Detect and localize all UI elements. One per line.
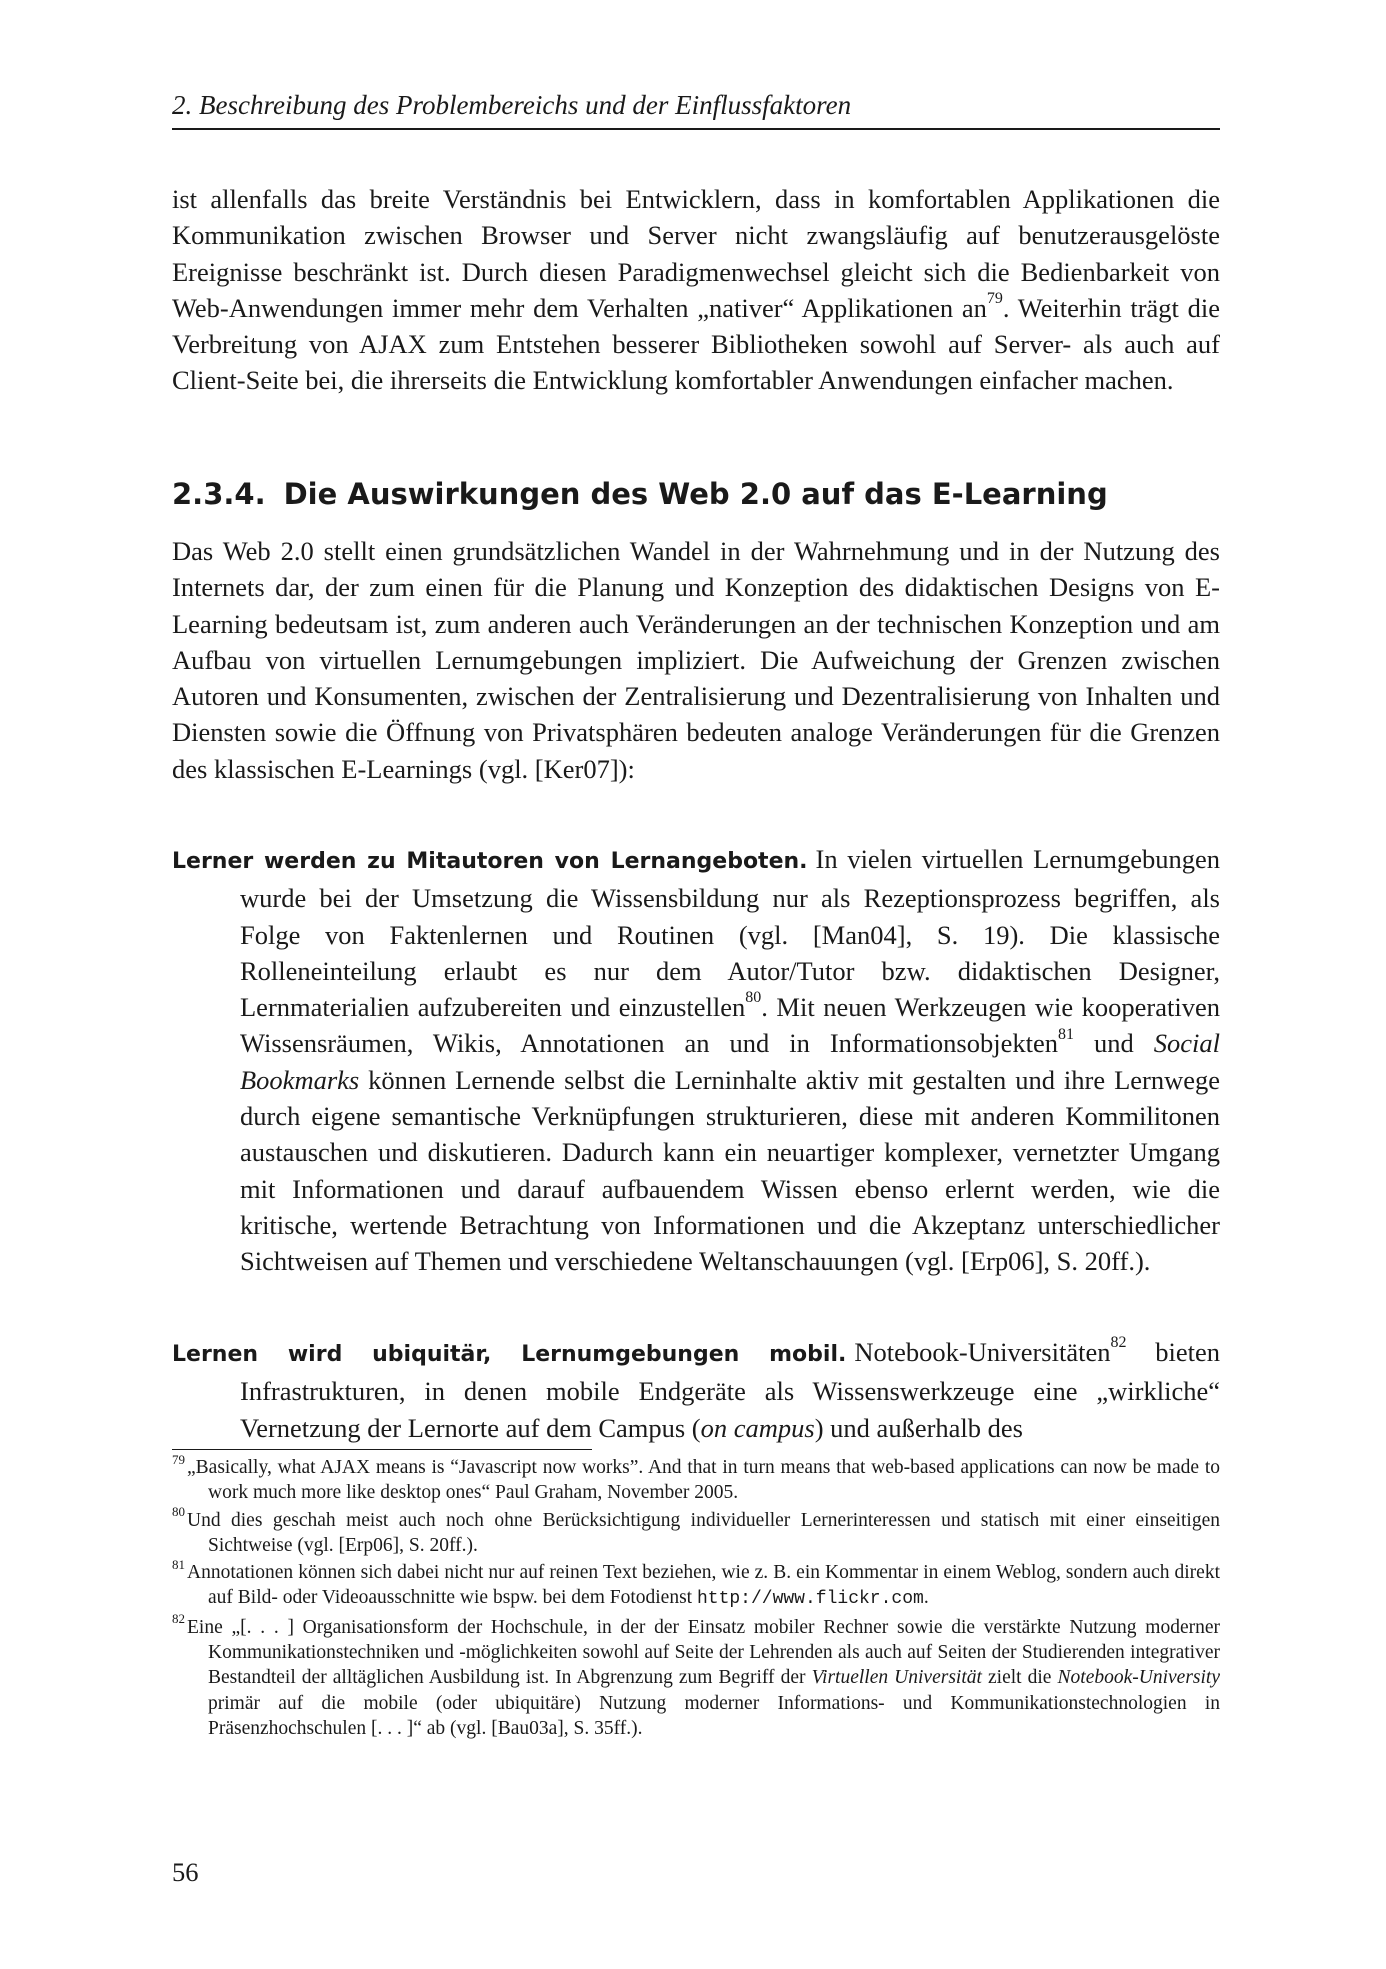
description-item	[172, 841, 1220, 1280]
item-text: ) und außerhalb des	[814, 1412, 1023, 1443]
footnote-text: Und dies geschah meist auch noch ohne Berücksichtigung individueller Lernerinteressen und statisch mit einer einseitigen Sichtweise (vgl. [Erp06], S. 20ff.).	[187, 1509, 1220, 1556]
paragraph: Das Web 2.0 stellt einen grundsätzlichen Wandel in der Wahrnehmung und in der Nutzung des Internets dar, der zum einen für die Planung und Konzeption des didaktischen Designs von E-Learning bedeutsam ist, zum anderen auch Veränderungen an der technischen Konzeption und am Aufbau von virtuellen Lernumgebungen impliziert. Die Aufweichung der Grenzen zwischen Autoren und Konsumenten, zwischen der Zentralisierung und Dezentralisierung von Inhalten und Diensten sowie die Öffnung von Privatsphären bedeuten analoge Veränderungen für die Grenzen des klassischen E-Learnings (vgl. [Ker07]):	[172, 536, 1220, 784]
footnote-italic: Virtuellen Universität	[811, 1667, 982, 1689]
running-header: 2. Beschreibung des Problembereichs und der Einflussfaktoren	[172, 90, 852, 120]
section-title: Die Auswirkungen des Web 2.0 auf das E-Learning	[283, 477, 1108, 511]
footnote-text: primär auf die mobile (oder ubiquitäre) Nutzung moderner Informations- und Kommunikationstechnologien in Präsenzhochschulen [. . . ]“ ab (vgl. [Bau03a], S. 35ff.).	[208, 1692, 1220, 1739]
description-item	[172, 1334, 1220, 1446]
description-term: Lerner werden zu Mitautoren von Lernangeboten.	[172, 849, 808, 874]
footnote	[172, 1611, 1221, 1741]
footnote-text: Annotationen können sich dabei nicht nur auf reinen Text beziehen, wie z. B. ein Kommentar in einem Weblog, sondern auch direkt auf Bild- oder Videoausschnitte wie bspw. bei dem Fotodienst	[187, 1562, 1220, 1609]
description-term: Lernen wird ubiquitär, Lernumgebungen mobil.	[172, 1342, 847, 1367]
item-text: bieten Infrastrukturen, in denen mobile Endgeräte als Wissenswerkzeuge eine „wirkliche“ Vernetzung der Lernorte auf dem Campus (	[240, 1337, 1221, 1443]
footnote-ref-81[interactable]: 81	[1058, 1025, 1074, 1043]
paragraph-text: . Weiterhin trägt die Verbreitung von AJAX zum Entstehen besserer Bibliotheken sowohl auf Server- als auch auf Client-Seite bei, die ihrerseits die Entwicklung komfortabler Anwendungen einfacher machen.	[172, 292, 1220, 396]
footnote-number: 82	[172, 1611, 185, 1627]
footnote-text: zielt die	[981, 1667, 1058, 1689]
paragraph	[172, 181, 1220, 399]
footnote-text: .	[923, 1587, 929, 1609]
footnote-ref-80[interactable]: 80	[745, 989, 762, 1007]
item-text: . Mit neuen Werkzeugen wie kooperativen Wissensräumen, Wikis, Annotationen an und in Informationsobjekten	[240, 992, 1220, 1059]
footnote-rule	[172, 1449, 592, 1450]
footnote-number: 80	[172, 1504, 185, 1520]
footnote-link[interactable]: http://www.flickr.com	[696, 1589, 924, 1610]
paragraph-text: ist allenfalls das breite Verständnis bei Entwicklern, dass in komfortablen Applikationen die Kommunikation zwischen Browser und Server nicht zwangsläufig auf benutzerausgelöste Ereignisse beschränkt ist. Durch diesen Paradigmenwechsel gleicht sich die Bedienbarkeit von Web-Anwendungen immer mehr dem Verhalten „nativer“ Applikationen an	[172, 184, 1220, 323]
footnote-text: Eine „[. . . ] Organisationsform der Hochschule, in der der Einsatz mobiler Rechner sowie die verstärkte Nutzung moderner Kommunikationstechniken und -möglichkeiten sowohl auf Seite der Lehrenden als auch auf Seiten der Studierenden integrativer Bestandteil der alltäglichen Ausbildung ist. In Abgrenzung zum Begriff der	[187, 1616, 1220, 1689]
item-text: können Lernende selbst die Lerninhalte aktiv mit gestalten und ihre Lernwege durch eigene semantische Verknüpfungen strukturieren, diese mit anderen Kommilitonen austauschen und diskutieren. Dadurch kann ein neuartiger komplexer, vernetzter Umgang mit Informationen und darauf aufbauendem Wissen ebenso erlernt werden, wie die kritische, wertende Betrachtung von Informationen und die Akzeptanz unterschiedlicher Sichtweisen auf Themen und verschiedene Weltanschauungen (vgl. [Erp06], S. 20ff.).	[240, 1064, 1220, 1277]
footnote-italic: Notebook-University	[1057, 1667, 1221, 1689]
page-number: 56	[172, 1857, 199, 1887]
footnote	[172, 1556, 1220, 1613]
section-number: 2.3.4.	[172, 477, 266, 511]
footnote-ref-82[interactable]: 82	[1110, 1334, 1127, 1352]
section-heading	[172, 474, 1220, 514]
item-italic: on campus	[700, 1412, 815, 1443]
header-rule	[172, 128, 1220, 130]
item-text: Notebook-Universitäten	[854, 1337, 1111, 1367]
footnote-number: 79	[172, 1451, 185, 1467]
footnote-ref-79[interactable]: 79	[986, 290, 1003, 308]
item-text: In vielen virtuellen Lernumgebungen wurde bei der Umsetzung die Wissensbildung nur als Rezeptionsprozess begriffen, als Folge von Faktenlernen und Routinen (vgl. [Man04], S. 19). Die klassische Rolleneinteilung erlaubt es nur dem Autor/Tutor bzw. didaktischen Designer, Lernmaterialien aufzubereiten und einzustellen	[240, 844, 1220, 1023]
footnote	[172, 1451, 1220, 1506]
footnote-text: „Basically, what AJAX means is “Javascript now works”. And that in turn means that web-based applications can now be made to work much more like desktop ones“ Paul Graham, November 2005.	[187, 1457, 1220, 1504]
item-text: und	[1074, 1028, 1154, 1059]
footnotes	[172, 1451, 1221, 1743]
item-italic: Social Bookmarks	[240, 1028, 1220, 1095]
footnote	[172, 1504, 1220, 1559]
footnote-number: 81	[172, 1556, 185, 1572]
